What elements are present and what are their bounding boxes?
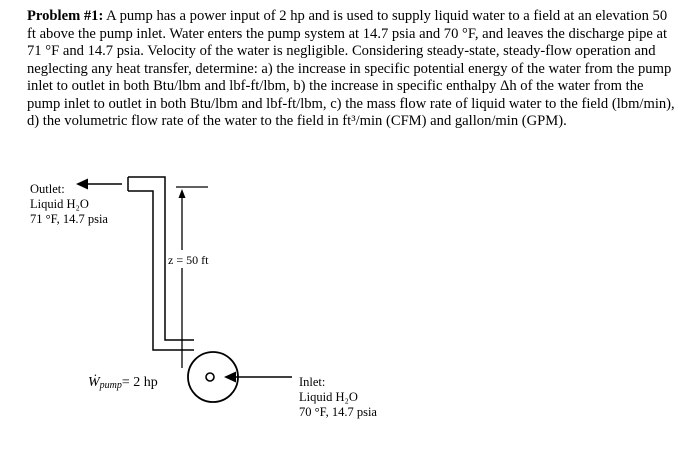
pump-impeller-icon — [206, 373, 214, 381]
inlet-state: 70 °F, 14.7 psia — [299, 405, 377, 419]
pump-power-value: = 2 hp — [121, 375, 158, 390]
pump-power-subscript: pump — [99, 380, 122, 391]
problem-text: A pump has a power input of 2 hp and is used to supply liquid water to a field at an elevation 50 ft above the pump inlet. Water enters the pump system at 14.7 psia and 70 °F, and leaves the discharge pipe at 71 °F and 14.7 psia. Velocity of the water is negligible. Considering steady-state, steady-flow operation and neglecting any heat transfer, determine: a) the increase in specific potential energy of the water from the pump inlet to outlet in both Btu/lbm and lbf-ft/lbm, b) the increase in specific enthalpy Δh of the water from the pump inlet to outlet in both Btu/lbm and lbf-ft/lbm, c) the mass flow rate of liquid water to the field (lbm/min), d) the volumetric flow rate of the water to the field in ft³/min (CFM) and gallon/min (GPM). — [27, 8, 675, 129]
inlet-title: Inlet: — [299, 375, 326, 389]
problem-label: Problem #1: — [27, 8, 104, 24]
pump-power-symbol: Ẇ — [88, 375, 100, 390]
outlet-title: Outlet: — [30, 182, 65, 196]
outlet-arrow — [76, 179, 122, 190]
outlet-fluid: Liquid H₂O — [30, 197, 89, 211]
pump-power-label — [88, 376, 158, 393]
elevation-label: z = 50 ft — [168, 253, 209, 267]
elevation-dimension — [176, 187, 208, 368]
inlet-arrow — [224, 372, 292, 383]
outlet-state: 71 °F, 14.7 psia — [30, 212, 108, 226]
inlet-fluid: Liquid H₂O — [299, 390, 358, 404]
